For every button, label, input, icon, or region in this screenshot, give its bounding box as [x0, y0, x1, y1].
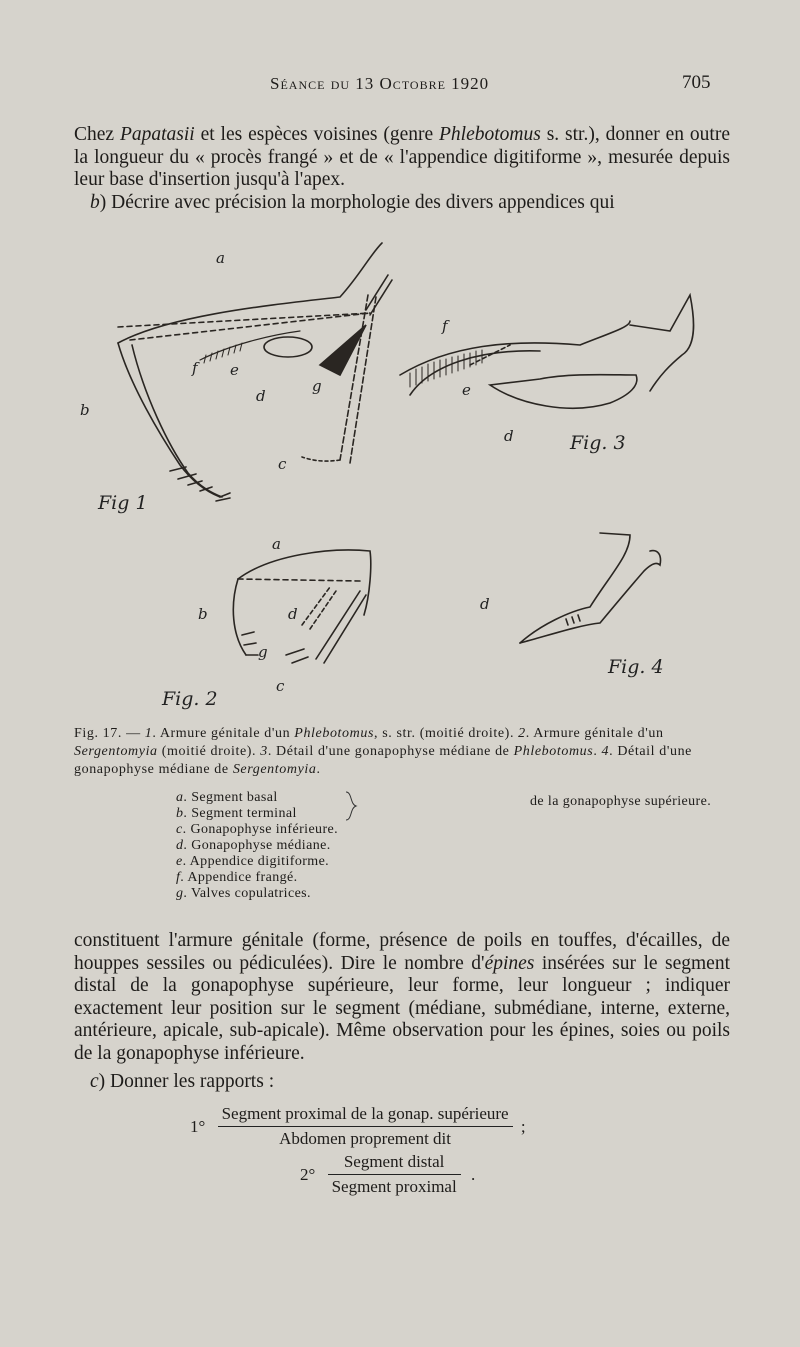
fig4-drawing — [520, 533, 661, 643]
legend-text: Gonapophyse inférieure. — [190, 822, 339, 837]
formula-1 — [190, 1104, 534, 1149]
italic-text: c — [90, 1071, 99, 1092]
italic-text: 1 — [144, 726, 153, 741]
fig3-label: Fig. 3 — [570, 432, 626, 454]
svg-text:b: b — [198, 605, 208, 623]
legend-item — [176, 822, 338, 838]
text-run: ) Donner les rapports : — [98, 1071, 275, 1092]
svg-text:d: d — [480, 595, 490, 613]
legend-text: Valves copulatrices. — [190, 886, 311, 901]
svg-text:a: a — [216, 249, 225, 267]
text-run: et les espèces voisines (genre — [194, 124, 439, 145]
legend-text: Appendice frangé. — [187, 870, 298, 885]
italic-text: Sergentomyia — [232, 762, 317, 777]
legend-separator: . — [182, 854, 190, 869]
italic-text: Phlebotomus — [439, 124, 541, 145]
legend-item — [176, 790, 338, 806]
text-run: . — [593, 744, 602, 759]
fig2-drawing — [233, 550, 370, 663]
legend-item — [176, 838, 338, 854]
text-run: . Armure génitale d'un — [152, 726, 295, 741]
text-run: s. str.), donner en outre la longueur du « procès frangé » et de « l'appendice digitiforme », mesurée depuis leur base d'insertion jusqu'à l'apex. — [74, 124, 730, 190]
formula-trail: . — [470, 1164, 476, 1184]
fraction-numerator: Segment distal — [328, 1152, 461, 1175]
italic-text: b — [90, 192, 100, 213]
legend-item — [176, 806, 338, 822]
fraction-numerator: Segment proximal de la gonap. supérieure — [218, 1104, 513, 1127]
text-run: constituent l'armure génitale (forme, présence de poils en touffes, d'écailles, de houppes sessiles ou pédiculées). Dire le nombre d' — [74, 930, 730, 974]
svg-text:f: f — [442, 317, 448, 335]
svg-text:c: c — [278, 455, 287, 473]
svg-text:f: f — [192, 359, 198, 377]
text-run: . — [316, 762, 321, 777]
legend-text: Appendice digitiforme. — [189, 854, 330, 869]
legend-key: e — [176, 854, 183, 869]
svg-text:d: d — [288, 605, 298, 623]
legend-key: d — [176, 838, 184, 853]
italic-text: Phlebotomus — [294, 726, 375, 741]
italic-text: Phlebotomus — [513, 744, 594, 759]
legend-separator: . — [183, 886, 191, 901]
legend-separator: . — [183, 790, 192, 805]
text-run: (moitié droite). — [157, 744, 261, 759]
formula-2 — [300, 1152, 483, 1197]
brace-icon — [344, 790, 358, 822]
legend-key: f — [176, 870, 181, 885]
legend-item — [176, 854, 338, 870]
legend-separator: . — [183, 838, 192, 853]
paragraph-b — [74, 192, 730, 215]
fig1-label: Fig 1 — [98, 492, 148, 514]
text-run: Fig. 17. — — [74, 726, 145, 741]
fig2-label: Fig. 2 — [162, 688, 218, 710]
text-run: , s. str. (moitié droite). — [374, 726, 519, 741]
italic-text: 4 — [601, 744, 610, 759]
fraction-denominator: Abdomen proprement dit — [279, 1129, 451, 1148]
svg-text:a: a — [272, 535, 281, 553]
fig3-drawing — [400, 295, 694, 408]
legend-separator: . — [180, 870, 188, 885]
svg-text:g: g — [258, 643, 268, 661]
italic-text: 3 — [260, 744, 268, 759]
legend-key: c — [176, 822, 183, 837]
legend-key: b — [176, 806, 184, 821]
text-run: Chez — [74, 124, 120, 145]
figure-caption — [74, 725, 734, 779]
fig4-label: Fig. 4 — [608, 656, 664, 678]
fraction-denominator: Segment proximal — [331, 1177, 457, 1196]
svg-text:c: c — [276, 677, 285, 695]
text-run: ) Décrire avec précision la morphologie des divers appendices qui — [99, 192, 615, 213]
fraction — [218, 1104, 513, 1149]
paragraph-measurements — [74, 124, 730, 192]
svg-text:d: d — [256, 387, 266, 405]
legend-text: Gonapophyse médiane. — [191, 838, 331, 853]
legend-item — [176, 886, 338, 902]
italic-text: Sergentomyia — [74, 744, 158, 759]
legend-text: Segment terminal — [191, 806, 297, 821]
italic-text: 2 — [518, 726, 526, 741]
fraction — [328, 1152, 461, 1197]
svg-text:d: d — [504, 427, 514, 445]
formula-ordinal: 2° — [300, 1164, 316, 1184]
text-run: . Armure génitale d'un — [525, 726, 664, 741]
svg-text:e: e — [462, 381, 471, 399]
figure-legend — [176, 790, 712, 902]
paragraph-constituent — [74, 930, 730, 1065]
legend-key: a — [176, 790, 184, 805]
genitalia-drawings — [70, 235, 730, 715]
page-header — [0, 74, 800, 104]
svg-text:e: e — [230, 361, 239, 379]
page-number: 705 — [682, 72, 711, 93]
legend-separator: . — [183, 806, 192, 821]
legend-item — [176, 870, 338, 886]
svg-text:g: g — [312, 377, 322, 395]
italic-text: Papatasii — [119, 124, 195, 145]
text-run: . Détail d'une gonapophyse médiane de — [267, 744, 514, 759]
paragraph-c — [74, 1071, 730, 1094]
running-title: Séance du 13 Octobre 1920 — [270, 74, 490, 93]
formula-ordinal: 1° — [190, 1116, 206, 1136]
text-run: insérées sur le segment distal de la gonapophyse supérieure, leur forme, leur longueur ; indiquer exactement leur position sur le segment (médiane, submédiane, interne, externe, antérieure, apicale, sub-apicale). Même observation pour les épines, soies ou poils de la gonapophyse inférieure. — [74, 952, 730, 1064]
svg-text:b: b — [80, 401, 90, 419]
legend-text: Segment basal — [191, 790, 278, 805]
text-run: . Détail d'une gonapophyse médiane de — [74, 744, 692, 777]
figure-17 — [70, 235, 730, 715]
legend-key: g — [176, 886, 184, 901]
formula-trail: ; — [520, 1116, 526, 1136]
legend-brace-text: de la gonapophyse supérieure. — [530, 794, 712, 809]
legend-brace — [344, 790, 712, 822]
italic-text: épines — [484, 952, 535, 974]
fig1-drawing — [118, 243, 392, 501]
legend-separator: . — [182, 822, 191, 837]
